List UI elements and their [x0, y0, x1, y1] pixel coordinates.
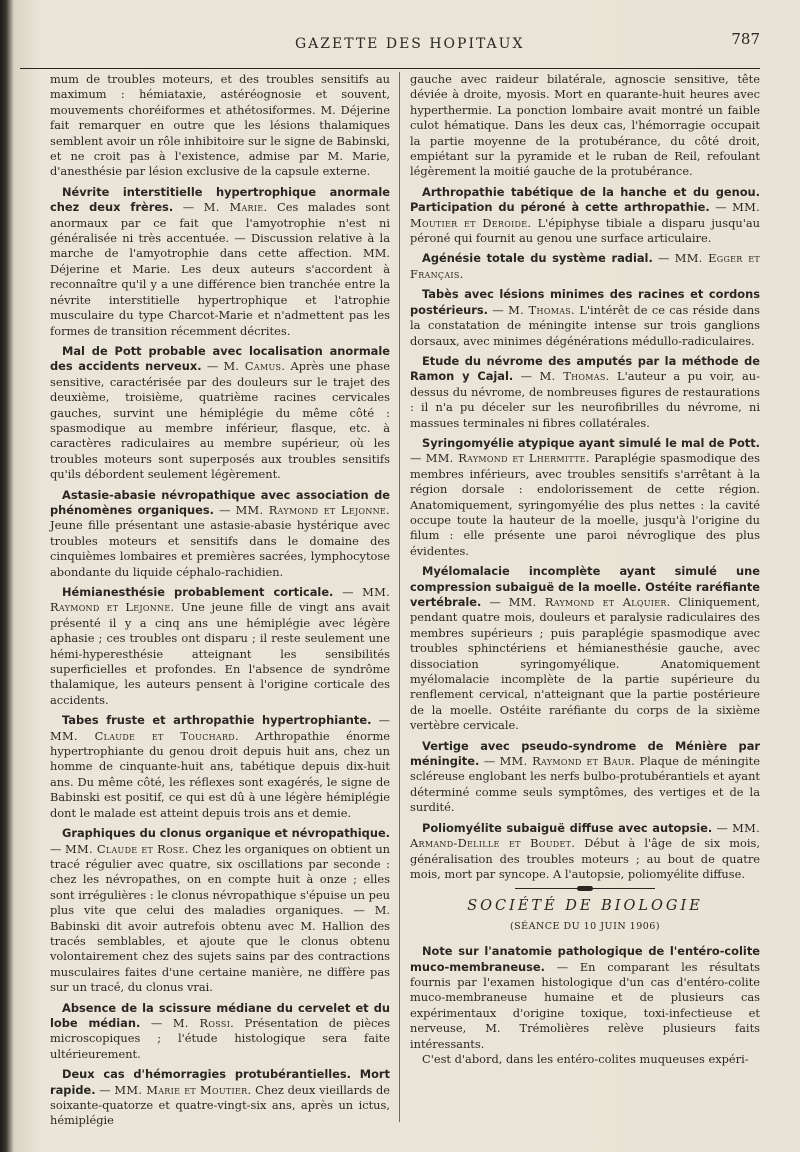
right-intro — [410, 72, 760, 180]
article-text: L'épiphyse tibiale a disparu jusqu'au péroné qui fournit au genou une surface articulaire. — [410, 215, 760, 246]
article-title: Graphiques du clonus organique et névropathique. — [62, 826, 390, 841]
article-authors: M. Thomas. — [508, 302, 575, 317]
article-title: Tabès avec lésions minimes des racines et cordons postérieurs. — [410, 287, 760, 317]
article-title: Note sur l'anatomie pathologique de l'entéro-colite muco-membraneuse. — [410, 944, 760, 974]
paragraph: gauche avec raideur bilatérale, agnoscie sensitive, tête déviée à droite, myosis. Mort en quarante-huit heures avec hyperthermie. La ponction lombaire avait montré un faible culot hématique. Dans les deux cas, l'hémorragie occupait la partie moyenne de la protubérance, du côté droit, empiétant sur la pyramide et le ruban de Reil, refoulant légèrement la moitié gauche de la protubérance. — [410, 72, 760, 179]
article-authors: MM. Raymond et Baur. — [499, 754, 636, 769]
article-title: Agénésie totale du système radial. — [422, 251, 653, 266]
session-date: (SÉANCE DU 10 JUIN 1906) — [509, 920, 661, 932]
column-divider — [399, 72, 400, 1122]
article: Poliomyélite subaiguë diffuse avec autopsie. — MM. Armand-Delille et Boudet. Début à l'âge de six mois, généralisation des troubles moteurs ; au bout de quatre mois, mort par syncope. A l'autopsie, poliomyélite diffuse. — [410, 820, 760, 881]
article-title: Syringomyélie atypique ayant simulé le mal de Pott. — [422, 435, 760, 450]
article-authors: M. Thomas. — [539, 369, 610, 384]
right-column — [410, 72, 760, 1072]
article-authors: MM. Claude et Touchard. — [50, 728, 239, 743]
article-authors: MM. Claude et Rose. — [65, 841, 189, 856]
article-title: Mal de Pott probable avec localisation anormale des accidents nerveux. — [50, 343, 390, 374]
article-text: Cliniquement, pendant quatre mois, douleurs et paralysie radiculaires des membres supérieurs ; puis paraplégie spasmodique avec troubles sphinctériens et hémianesthésie gauche, avec dissociation syringomyélique. Anatomiquement myélomalacie incomplète de la partie supérieure du renflement cervical, n'atteignant que la partie postérieure de la moelle. Ostéite raréfiante du corps de la sixième vertèbre cervicale. — [410, 595, 761, 733]
article-text: Après une phase sensitive, caractérisée par des douleurs sur le trajet des deuxième, troisième, quatrième racines cervicales gauches, survint une hémiplégie du même côté : spasmodique au membre inférieur, flasque, etc. à caractères radiculaires au membre supérieur, où les troubles moteurs sont superposés aux troubles sensitifs qu'ils débordent seulement légèrement. — [50, 359, 390, 482]
article-text: Début à l'âge de six mois, généralisation des troubles moteurs ; au bout de quatre mois, mort par syncope. A l'autopsie, poliomyélite diffuse. — [410, 836, 760, 881]
article-title: Deux cas d'hémorragies protubérantielles. Mort rapide. — [50, 1067, 390, 1097]
article-text: Arthropathie énorme hypertrophiante du genou droit depuis huit ans, chez un homme de cinquante-huit ans, tabétique depuis dix-huit ans. Du même côté, les réflexes sont exagérés, le signe de Babinski est positif, ce qui est dû à une légère hémiplégie dont le malade est atteint depuis trois ans et demie. — [50, 728, 390, 820]
article-text: L'intérêt de ce cas réside dans la constatation de méningite intense sur trois ganglions dorsaux, avec minimes dégénérations médullo-radiculaires. — [410, 302, 760, 348]
article: Myélomalacie incomplète ayant simulé une compression subaiguë de la moelle. Ostéite raréfiante vertébrale. — MM. Raymond et Alquier. Cliniquement, pendant quatre mois, douleurs et paralysie radiculaires des membres supérieurs ; puis paraplégie spasmodique avec troubles sphinctériens et hémianesthésie gauche, avec dissociation syringomyélique. Anatomiquement myélomalacie incomplète de la partie supérieure du renflement cervical, n'atteignant que la partie postérieure de la moelle. Ostéite raréfiante du corps de la sixième vertèbre cervicale. — [410, 564, 761, 733]
article-title: Tabes fruste et arthropathie hypertrophiante. — [62, 713, 372, 728]
article: Note sur l'anatomie pathologique de l'entéro-colite muco-membraneuse. — En comparant les résultats fournis par l'examen histologique d'un cas d'entéro-colite muco-membraneuse humaine et de plusieurs cas expérimentaux d'origine toxique, toxi-infectieuse et nerveuse, M. Trémolières relève plusieurs faits intéressants. C'est d'abord, dans les entéro-colites muqueuses expéri- — [410, 944, 760, 1066]
article-authors: M. Marie. — [203, 200, 268, 215]
left-column — [50, 72, 390, 1134]
article-text: Présentation de pièces microscopiques ; l'étude histologique sera faite ultérieurement. — [50, 1015, 390, 1061]
article-text: L'auteur a pu voir, au-dessus du névrome, de nombreuses figures de restaurations : il n'a pu déceler sur les neurofibrilles du névrome, ni massues terminales ni fibres collatérales. — [410, 369, 760, 430]
article-title: Névrite interstitielle hypertrophique anormale chez deux frères. — [50, 184, 390, 215]
article-title: Etude du névrome des amputés par la méthode de Ramon y Cajal. — [410, 353, 760, 384]
article-title: Arthropathie tabétique de la hanche et du genou. Participation du péroné à cette arthropathie. — [410, 184, 760, 215]
article-text: Ces malades sont anormaux par ce fait que l'amyotrophie n'est ni généralisée ni très accentuée. — Discussion relative à la marche de l'amyotrophie dans cette affection. MM. Déjerine et Marie. Les deux auteurs s'accordent à reconnaître qu'il y a une différence bien tranchée entre la névrite interstitielle hypertrophique et l'atrophie musculaire du type Charcot-Marie et n'admettent pas les formes de transition récemment décrites. — [50, 200, 390, 338]
article: Deux cas d'hémorragies protubérantielles. Mort rapide. — MM. Marie et Moutier. Chez deux vieillards de soixante-quatorze et quatre-vingt-six ans, après un ictus, hémiplégie — [50, 1067, 390, 1128]
article-title: Myélomalacie incomplète ayant simulé une compression subaiguë de la moelle. Ostéite raréfiante vertébrale. — [410, 564, 760, 609]
article-authors: MM. Egger et Français. — [410, 251, 760, 281]
article-authors: MM. Armand-Delille et Boudet. — [410, 820, 760, 851]
article: Mal de Pott probable avec localisation anormale des accidents nerveux. — M. Camus. Après une phase sensitive, caractérisée par des douleurs sur le trajet des deuxième, troisième, quatrième racines cervicales gauches, survint une hémiplégie du même côté : spasmodique au membre inférieur, flasque, etc. à caractères radiculaires au membre supérieur, où les troubles moteurs sont superposés aux troubles sensitifs qu'ils débordent seulement légèrement. — [50, 343, 390, 482]
article: Agénésie totale du système radial. — MM. Egger et Français. — [410, 251, 760, 281]
article: Etude du névrome des amputés par la méthode de Ramon y Cajal. — M. Thomas. L'auteur a pu voir, au-dessus du névrome, de nombreuses figures de restaurations : il n'a pu déceler sur les neurofibrilles du névrome, ni massues terminales ni fibres collatérales. — [410, 353, 760, 430]
section-separator — [515, 888, 655, 889]
paragraph: C'est d'abord, dans les entéro-colites muqueuses expéri- — [422, 1051, 749, 1066]
article: Astasie-abasie névropathique avec association de phénomènes organiques. — MM. Raymond et Lejonne. Jeune fille présentant une astasie-abasie hystérique avec troubles moteurs et sensitifs dans le domaine des cinquièmes lombaires et premières sacrées, lymphocytose abondante du liquide céphalo-rachidien. — [50, 487, 390, 579]
article: Absence de la scissure médiane du cervelet et du lobe médian. — M. Rossi. Présentation de pièces microscopiques ; l'étude histologique sera faite ultérieurement. — [50, 1000, 390, 1061]
article-title: Poliomyélite subaiguë diffuse avec autopsie. — [422, 820, 713, 835]
article-text: Chez deux vieillards de soixante-quatorze et quatre-vingt-six ans, après un ictus, hémiplégie — [50, 1082, 390, 1128]
article-authors: M. Camus. — [223, 359, 286, 374]
article-text: Une jeune fille de vingt ans avait présenté il y a cinq ans une hémiplégie avec légère aphasie ; ces troubles ont disparu ; il reste seulement une hémi-hyperesthésie atteignant les sensibilités superficielles et profondes. En l'absence de syndrôme thalamique, les auteurs pensent à l'origine corticale des accidents. — [50, 600, 390, 707]
article-text: En comparant les résultats fournis par l'examen histologique d'un cas d'entéro-colite muco-membraneuse humaine et de plusieurs cas expérimentaux d'origine toxique, toxi-infectieuse et nerveuse, M. Trémolières relève plusieurs faits intéressants. — [410, 959, 760, 1051]
article: Syringomyélie atypique ayant simulé le mal de Pott. — MM. Raymond et Lhermitte. Paraplégie spasmodique des membres inférieurs, avec troubles sensitifs s'arrêtant à la région dorsale : endolorissement de cette région. Anatomiquement, syringomyélie des plus nettes : la cavité occupe toute la hauteur de la moelle, jusqu'à l'origine du filum : elle présente une paroi névroglique des plus évidentes. — [410, 435, 761, 558]
article: Vertige avec pseudo-syndrome de Ménière par méningite. — MM. Raymond et Baur. Plaque de méningite scléreuse englobant les nerfs bulbo-protubérantiels et ayant déterminé comme seuls symptômes, des vertiges et de la surdité. — [410, 738, 760, 815]
running-title: GAZETTE DES HOPITAUX — [295, 36, 525, 52]
article-text: Plaque de méningite scléreuse englobant les nerfs bulbo-protubérantiels et ayant déterminé comme seuls symptômes, des vertiges et de la surdité. — [410, 754, 760, 815]
article-authors: MM. Raymond et Lejonne. — [235, 502, 390, 517]
article-title: Hémianesthésie probablement corticale. — [62, 585, 334, 599]
article: Graphiques du clonus organique et névropathique. — MM. Claude et Rose. Chez les organiques on obtient un tracé régulier avec quatre, six oscillations par seconde : chez les névropathes, on en compte huit à onze ; elles sont irrégulières : le clonus névropathique s'épuise un peu plus vite que celui des maladies organiques. — M. Babinski dit avoir autrefois obtenu avec M. Hallion des tracés semblables, et ajoute que le clonus obtenu volontairement chez des sujets sains par des contractions musculaires faites d'une certaine manière, ne diffère pas sur un tracé, du clonus vrai. — [50, 826, 390, 995]
article-text: Jeune fille présentant une astasie-abasie hystérique avec troubles moteurs et sensitifs dans le domaine des cinquièmes lombaires et premières sacrées, lymphocytose abondante du liquide céphalo-rachidien. — [50, 518, 390, 579]
article-title: Vertige avec pseudo-syndrome de Ménière par méningite. — [410, 738, 760, 769]
article-authors: MM. Marie et Moutier. — [114, 1082, 252, 1097]
page-header — [40, 30, 760, 60]
article: Névrite interstitielle hypertrophique anormale chez deux frères. — M. Marie. Ces malades sont anormaux par ce fait que l'amyotrophie n'est ni généralisée ni très accentuée. — Discussion relative à la marche de l'amyotrophie dans cette affection. MM. Déjerine et Marie. Les deux auteurs s'accordent à reconnaître qu'il y a une différence bien tranchée entre la névrite interstitielle hypertrophique et l'atrophie musculaire du type Charcot-Marie et n'admettent pas les formes de transition récemment décrites. — [50, 184, 390, 338]
article: Hémianesthésie probablement corticale. — MM. Raymond et Lejonne. Une jeune fille de vingt ans avait présenté il y a cinq ans une hémiplégie avec légère aphasie ; ces troubles ont disparu ; il reste seulement une hémi-hyperesthésie atteignant les sensibilités superficielles et profondes. En l'absence de syndrôme thalamique, les auteurs pensent à l'origine corticale des accidents. — [50, 585, 390, 707]
header-rule — [20, 68, 760, 69]
section-title: SOCIÉTÉ DE BIOLOGIE — [467, 898, 703, 915]
article: Tabes fruste et arthropathie hypertrophiante. — MM. Claude et Touchard. Arthropathie énorme hypertrophiante du genou droit depuis huit ans, chez un homme de cinquante-huit ans, tabétique depuis dix-huit ans. Du même côté, les réflexes sont exagérés, le signe de Babinski est positif, ce qui est dû à une légère hémiplégie dont le malade est atteint depuis trois ans et demie. — [50, 713, 390, 820]
article-authors: MM. Raymond et Alquier. — [508, 595, 671, 609]
article: Tabès avec lésions minimes des racines et cordons postérieurs. — M. Thomas. L'intérêt de ce cas réside dans la constatation de méningite intense sur trois ganglions dorsaux, avec minimes dégénérations médullo-radiculaires. — [410, 287, 760, 348]
article-authors: MM. Moutier et Deroide. — [410, 200, 760, 230]
page-number: 787 — [731, 30, 760, 48]
left-intro — [50, 72, 390, 180]
article-title: Absence de la scissure médiane du cervelet et du lobe médian. — [50, 1000, 390, 1030]
article-authors: MM. Raymond et Lhermitte. — [425, 451, 590, 466]
paragraph: mum de troubles moteurs, et des troubles sensitifs au maximum : hémiataxie, astéréognosie et souvent, mouvements choréiformes et athétosiformes. M. Déjerine fait remarquer en outre que les lésions thalamiques semblent avoir un rôle inhibitoire sur le signe de Babinski, et ne croit pas à l'existence, admise par M. Marie, d'anesthésie par lésion exclusive de la capsule externe. — [50, 72, 390, 179]
article-title: Astasie-abasie névropathique avec association de phénomènes organiques. — [50, 487, 390, 517]
article-text: Paraplégie spasmodique des membres inférieurs, avec troubles sensitifs s'arrêtant à la région dorsale : endolorissement de cette région. Anatomiquement, syringomyélie des plus nettes : la cavité occupe toute la hauteur de la moelle, jusqu'à l'origine du filum : elle présente une paroi névroglique des plus évidentes. — [410, 451, 761, 558]
article-authors: M. Rossi. — [172, 1015, 235, 1030]
article: Arthropathie tabétique de la hanche et du genou. Participation du péroné à cette arthropathie. — MM. Moutier et Deroide. L'épiphyse tibiale a disparu jusqu'au péroné qui fournit au genou une surface articulaire. — [410, 184, 760, 246]
article-authors: MM. Raymond et Lejonne. — [50, 585, 390, 615]
article-text: Chez les organiques on obtient un tracé régulier avec quatre, six oscillations par seconde : chez les névropathes, on en compte huit à onze ; elles sont irrégulières : le clonus névropathique s'épuise un peu plus vite que celui des maladies organiques. — M. Babinski dit avoir autrefois obtenu avec M. Hallion des tracés semblables, et ajoute que le clonus obtenu volontairement chez des sujets sains par des contractions musculaires faites d'une certaine manière, ne diffère pas sur un tracé, du clonus vrai. — [50, 841, 390, 995]
